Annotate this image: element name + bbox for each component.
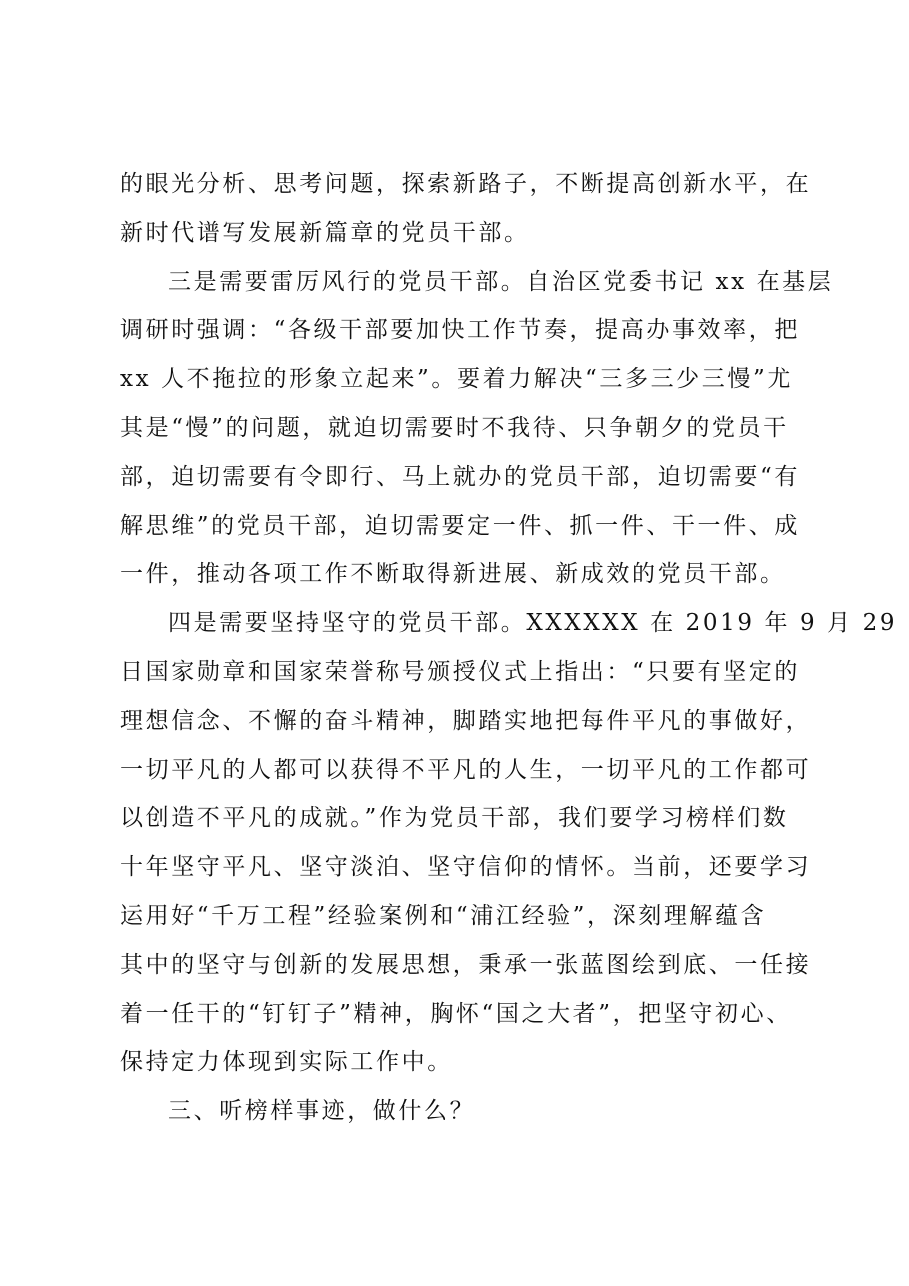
text-line: 其是“慢”的问题，就迫切需要时不我待、只争朝夕的党员干 (120, 414, 789, 441)
text-line: 理想信念、不懈的奋斗精神，脚踏实地把每件平凡的事做好， (120, 707, 812, 734)
text-line: 运用好“千万工程”经验案例和“浦江经验”，深刻理解蕴含 (120, 902, 767, 929)
text-line: 日国家勋章和国家荣誉称号颁授仪式上指出：“只要有坚定的 (120, 658, 800, 685)
heading-text: 三、听榜样事迹，做什么？ (168, 1098, 476, 1125)
text-line: 着一任干的“钉钉子”精神，胸怀“国之大者”，把坚守初心、 (120, 1000, 792, 1027)
paragraph-3 (120, 599, 898, 1087)
text-line: 四是需要坚持坚守的党员干部。XXXXXX 在 2019 年 9 月 29 (168, 610, 898, 637)
text-line: 三是需要雷厉风行的党员干部。自治区党委书记 xx 在基层 (168, 268, 834, 295)
text-line: 一切平凡的人都可以获得不平凡的人生，一切平凡的工作都可 (120, 756, 812, 783)
text-line: 部，迫切需要有令即行、马上就办的党员干部，迫切需要“有 (120, 463, 800, 490)
text-line: 调研时强调：“各级干部要加快工作节奏，提高办事效率，把 (120, 317, 800, 344)
text-line: 的眼光分析、思考问题，探索新路子，不断提高创新水平，在 (120, 171, 812, 197)
text-line: 一件，推动各项工作不断取得新进展、新成效的党员干部。 (120, 561, 786, 588)
text-line: 其中的坚守与创新的发展思想，秉承一张蓝图绘到底、一任接 (120, 951, 812, 978)
text-line: 以创造不平凡的成就。”作为党员干部，我们要学习榜样们数 (120, 805, 789, 832)
text-line: xx 人不拖拉的形象立起来”。要着力解决“三多三少三慢”尤 (120, 366, 793, 393)
text-line: 解思维”的党员干部，迫切需要定一件、抓一件、干一件、成 (120, 512, 800, 539)
text-line: 新时代谱写发展新篇章的党员干部。 (120, 219, 530, 246)
section-heading (120, 1087, 810, 1136)
text-line: 十年坚守平凡、坚守淡泊、坚守信仰的情怀。当前，还要学习 (120, 854, 812, 881)
paragraph-2 (120, 258, 834, 600)
paragraph-1 (120, 160, 810, 258)
text-line: 保持定力体现到实际工作中。 (120, 1049, 453, 1076)
document-body (120, 160, 898, 1136)
